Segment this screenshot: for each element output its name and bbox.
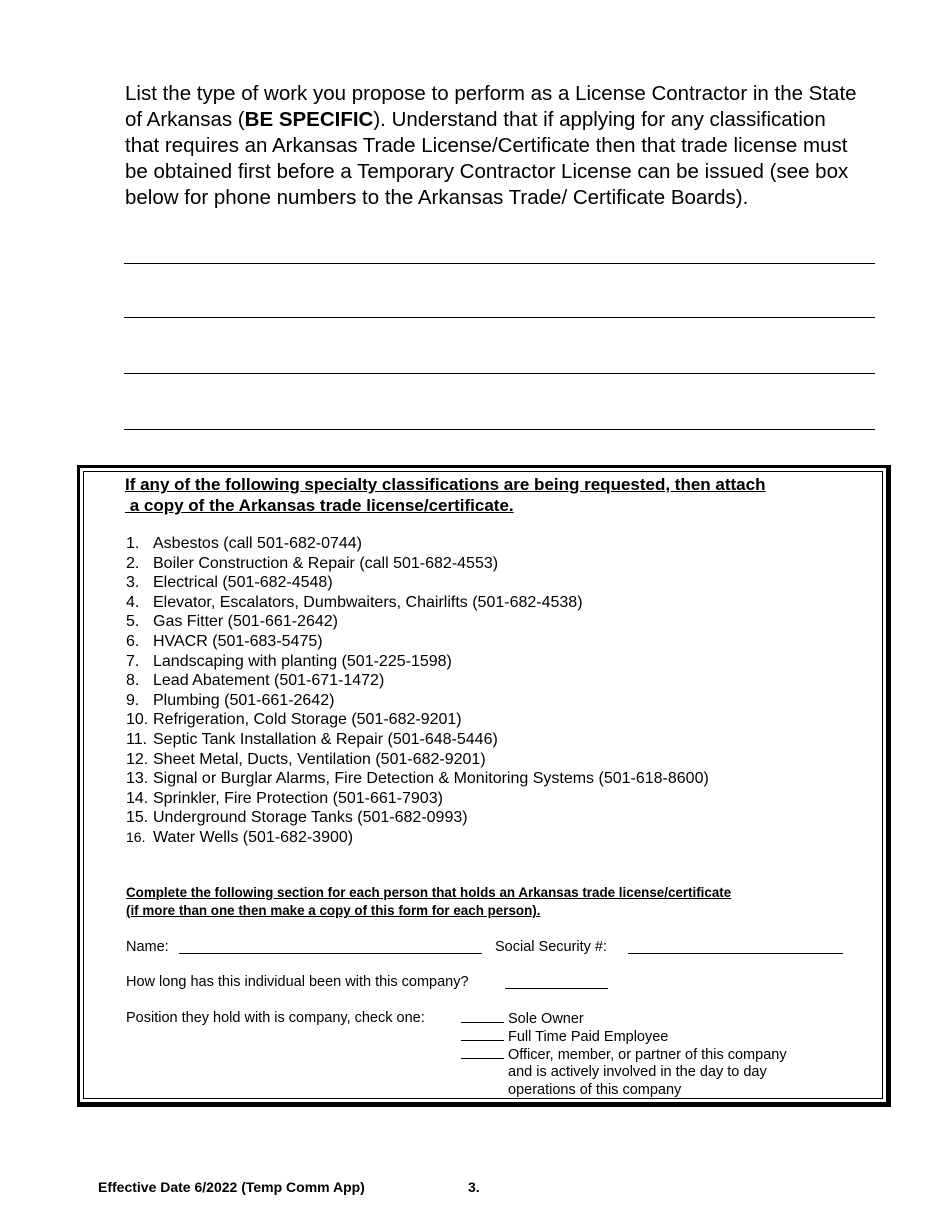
officer-check-blank[interactable]: [461, 1045, 504, 1059]
list-item-text: Sprinkler, Fire Protection (501-661-7903): [153, 789, 443, 807]
list-item-number: 12.: [126, 750, 149, 768]
list-item-text: Sheet Metal, Ducts, Ventilation (501-682-9201): [153, 750, 486, 768]
list-item-number: 6.: [126, 632, 140, 650]
list-item-text: Gas Fitter (501-661-2642): [153, 613, 338, 631]
list-item-number: 16.: [126, 828, 146, 845]
list-item-text: Elevator, Escalators, Dumbwaiters, Chairlifts (501-682-4538): [153, 593, 583, 611]
list-item-number: 11.: [126, 730, 148, 748]
list-item-text: Plumbing (501-661-2642): [153, 691, 335, 709]
instructions-paragraph: [125, 81, 865, 211]
tenure-field[interactable]: [505, 988, 608, 989]
work-description-line-4[interactable]: [124, 429, 875, 430]
option-continuation-2: operations of this company: [508, 1082, 682, 1098]
list-item: [126, 612, 709, 632]
tenure-label: How long has this individual been with this company?: [126, 974, 469, 990]
list-item: [126, 808, 709, 828]
work-description-line-3[interactable]: [124, 373, 875, 374]
specialty-heading-line-1: If any of the following specialty classifications are being requested, then attach: [125, 475, 766, 494]
list-item: [126, 632, 709, 652]
list-item: [126, 691, 709, 711]
list-item: [126, 573, 709, 593]
list-item-text: Underground Storage Tanks (501-682-0993): [153, 809, 468, 827]
page-number: 3.: [468, 1179, 480, 1195]
option-label: Full Time Paid Employee: [508, 1029, 669, 1045]
sole-owner-check-blank[interactable]: [461, 1009, 504, 1023]
list-item-text: Water Wells (501-682-3900): [153, 828, 354, 846]
option-full-time-employee: [461, 1027, 668, 1046]
list-item: [126, 534, 709, 554]
list-item-text: Landscaping with planting (501-225-1598): [153, 652, 452, 670]
list-item: [126, 769, 709, 789]
list-item: [126, 730, 709, 750]
list-item-number: 10.: [126, 711, 149, 729]
list-item-text: Septic Tank Installation & Repair (501-648-5446): [153, 730, 498, 748]
list-item-text: HVACR (501-683-5475): [153, 632, 323, 650]
employee-check-blank[interactable]: [461, 1027, 504, 1041]
effective-date: Effective Date 6/2022 (Temp Comm App): [98, 1179, 365, 1195]
list-item-text: Signal or Burglar Alarms, Fire Detection & Monitoring Systems (501-618-8600): [153, 770, 709, 788]
list-item-number: 13.: [126, 770, 149, 788]
list-item-number: 4.: [126, 593, 140, 611]
list-item: [126, 671, 709, 691]
list-item-number: 5.: [126, 613, 140, 631]
list-item: [126, 652, 709, 672]
specialty-heading-line-2: a copy of the Arkansas trade license/certificate.: [125, 496, 514, 515]
list-item-text: Lead Abatement (501-671-1472): [153, 672, 385, 690]
work-description-line-2[interactable]: [124, 317, 875, 318]
list-item-number: 1.: [126, 535, 140, 552]
name-field[interactable]: [179, 953, 482, 954]
option-sole-owner: [461, 1009, 584, 1028]
list-item-text: Refrigeration, Cold Storage (501-682-9201): [153, 711, 462, 729]
list-item: [126, 593, 709, 613]
list-item-text: Electrical (501-682-4548): [153, 574, 333, 592]
option-label: Officer, member, or partner of this company: [508, 1047, 787, 1063]
list-item: [126, 750, 709, 770]
list-item-number: 14.: [126, 789, 149, 807]
list-item-number: 9.: [126, 691, 140, 709]
option-officer-member-partner: [461, 1045, 787, 1064]
work-description-line-1[interactable]: [124, 263, 875, 264]
list-item: [126, 554, 709, 574]
list-item-number: 8.: [126, 672, 140, 690]
list-item: [126, 710, 709, 730]
specialty-heading: [125, 474, 845, 516]
ssn-field[interactable]: [628, 953, 843, 954]
instructions-text-2: ). Understand that if applying for any classification that requires an Arkansas Trade License/Certificate then that trade license must be obtained first before a Temporary Contractor License can be issued (see box below for phone numbers to the Arkansas Trade/ Certificate Boards).: [125, 108, 849, 209]
section-heading-line-1: Complete the following section for each person that holds an Arkansas trade license/certificate: [126, 885, 732, 900]
list-item-text: Asbestos (call 501-682-0744): [153, 535, 363, 552]
section-heading-line-2: (if more than one then make a copy of this form for each person).: [126, 903, 541, 918]
option-label: Sole Owner: [508, 1011, 584, 1027]
instructions-text-1: List the type of work you propose to perform as a License Contractor in the State of Arkansas (: [125, 82, 857, 131]
trade-holder-section-heading: [126, 884, 846, 920]
list-item: [126, 828, 709, 848]
list-item-number: 3.: [126, 574, 140, 592]
list-item-number: 7.: [126, 652, 140, 670]
list-item: [126, 789, 709, 809]
option-continuation-1: and is actively involved in the day to day: [508, 1064, 767, 1080]
list-item-number: 2.: [126, 554, 140, 572]
be-specific-emphasis: BE SPECIFIC: [244, 108, 374, 131]
list-item-number: 15.: [126, 809, 149, 827]
name-label: Name:: [126, 939, 169, 955]
list-item-text: Boiler Construction & Repair (call 501-682-4553): [153, 554, 499, 572]
ssn-label: Social Security #:: [495, 939, 608, 955]
position-label: Position they hold with is company, check one:: [126, 1010, 425, 1026]
classification-list: [126, 534, 709, 848]
